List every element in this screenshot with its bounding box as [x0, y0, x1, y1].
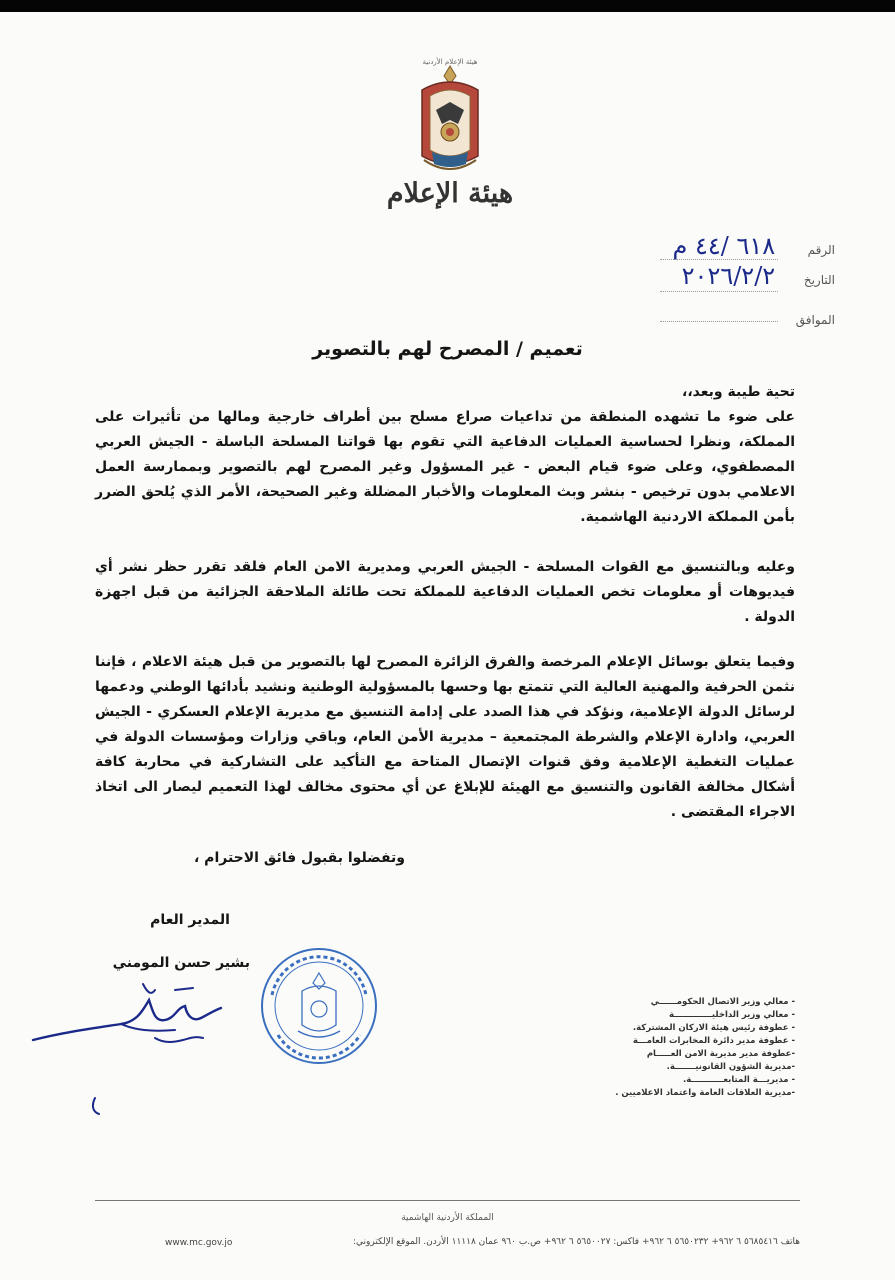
date-row [682, 262, 835, 290]
closing-salutation: وتفضلوا بقبول فائق الاحترام ، [193, 850, 405, 866]
official-stamp-icon [258, 945, 380, 1067]
distribution-item: - مديريـــة المتابعـــــــــــة. [683, 1075, 795, 1085]
footer-organization: المملكة الأردنية الهاشمية [401, 1213, 494, 1223]
distribution-list [580, 996, 795, 1100]
body-paragraph-2: وعليه وبالتنسيق مع القوات المسلحة - الجيش العربي ومديرية الامن العام فلقد تقرر حظر نشر أي فيديوهات أو معلومات تخص العمليات الدفاعية للمملكة تحت طائلة الملاحقة الجزائية من قبل اجهزة الدولة . [95, 559, 795, 625]
date-value: ٢٠٢٦/٢/٢ [681, 262, 776, 290]
reference-number-row [673, 232, 836, 260]
distribution-item: - معالي وزير الداخليـــــــــــــة [668, 1010, 795, 1020]
body-paragraph-1: على ضوء ما تشهده المنطقة من تداعيات صراع مسلح بين أطراف خارجية ومالها من تأثيرات على المملكة، ونظرا لحساسية العمليات الدفاعية التي تقوم بها قواتنا المسلحة الباسلة - الجيش العربي المصطفوي، وعلى ضوء قيام البعض - غير المسؤول وغير المصرح لهم بالتصوير وبممارسة العمل الاعلامي بدون ترخيص - بنشر وبث المعلومات والأخبار المضللة وغير الصحيحة، الأمر الذي يُلحق الضرر بأمن المملكة الاردنية الهاشمية. [95, 409, 795, 525]
corresponding-underline [660, 320, 778, 322]
distribution-item: -مديرية العلاقات العامة واعتماد الاعلاميين . [615, 1088, 795, 1098]
signatory-name: بشير حسن المومني [112, 955, 250, 971]
footer-website-link[interactable]: www.mc.gov.jo [165, 1238, 233, 1248]
body-paragraph-3: وفيما يتعلق بوسائل الإعلام المرخصة والفرق الزائرة المصرح لها بالتصوير من قبل هيئة الاعلام ، فإننا نثمن الحرفية والمهنية العالية التي تتمتع بها وحسها بالمسؤولية الوطنية ونشيد بأدائها الوطني ودعمها لرسائل الدولة الإعلامية، ونؤكد في هذا الصدد على إدامة التنسيق مع مديرية الإعلام العسكري - الجيش العربي، وادارة الإعلام والشرطة المجتمعية – مديرية الأمن العام، وباقي وزارات ومؤسسات الدولة في عمليات التغطية الإعلامية وفق قنوات الإتصال المتاحة مع التأكيد على التشاركية في محاربة كافة أشكال مخالفة القانون والتنسيق مع الهيئة للإبلاغ عن أي محتوى مخالف لهذا التعميم ليصار الى اتخاذ الاجراء المقتضى . [95, 654, 795, 820]
signatory-title: المدير العام [150, 912, 230, 928]
distribution-item: - عطوفة مدير دائرة المخابرات العامـــة [632, 1036, 795, 1046]
distribution-item: -عطوفة مدير مديرية الامن العـــــام [646, 1049, 795, 1059]
date-label: التاريخ [803, 273, 835, 287]
corresponding-row [779, 302, 835, 330]
number-underline [660, 258, 778, 260]
org-logo-text: هيئة الإعلام [386, 178, 514, 209]
date-underline [660, 290, 778, 292]
top-black-edge [0, 0, 895, 12]
distribution-item: -مديرية الشؤون القانونيـــــــة. [666, 1062, 795, 1072]
reference-number-value: ٦١٨ /٤٤ م [672, 232, 776, 260]
corresponding-label: الموافق [795, 313, 835, 327]
distribution-item: - عطوفة رئيس هيئة الاركان المشتركة. [632, 1023, 795, 1033]
reference-number-label: الرقم [807, 243, 835, 257]
footer-divider [95, 1200, 800, 1201]
footer-contact-info: هاتف ٥٦٨٥٤١٦ ٦ ٩٦٢+ ٥٦٥٠٢٣٢ ٦ ٩٦٢+ فاكس: ٥٦٥٠٠٢٧ ٦ ٩٦٢+ ص.ب ٩٦٠ عمان ١١١١٨ الأردن. الموقع الإلكتروني: [352, 1237, 800, 1247]
crest-caption: هيئة الإعلام الأردنية [422, 58, 478, 66]
distribution-item: - معالي وزير الاتصال الحكومــــــي [650, 997, 795, 1007]
letter-subject: تعميم / المصرح لهم بالتصوير [312, 338, 583, 360]
greeting: تحية طيبة وبعد،، [682, 384, 795, 400]
handwritten-signature-icon [25, 970, 255, 1120]
royal-crest-icon [410, 60, 490, 178]
